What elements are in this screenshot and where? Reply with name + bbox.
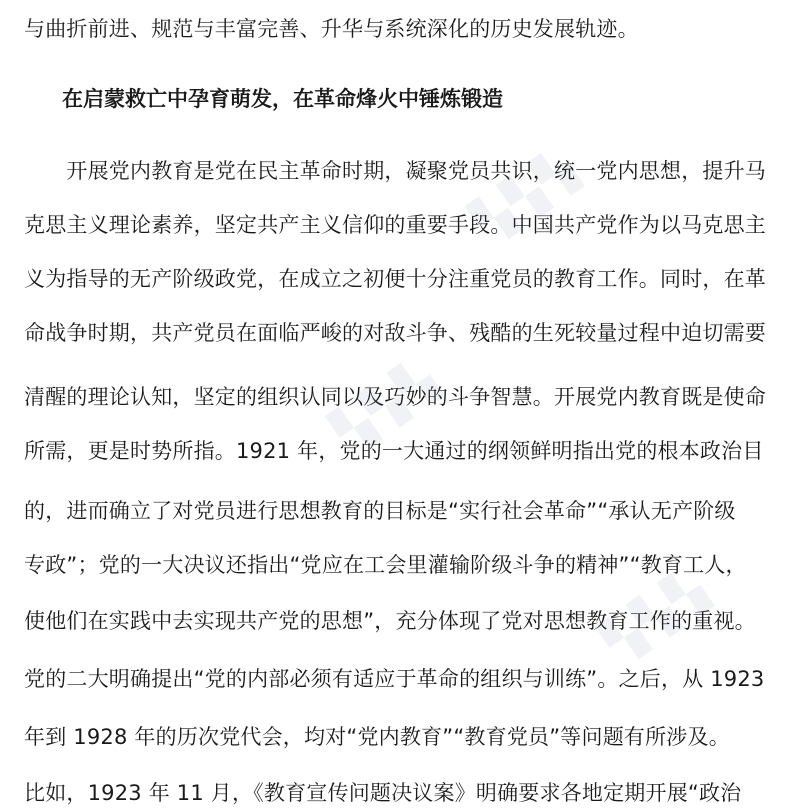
paragraph-line: 比如，1923 年 11 月，《教育宣传问题决议案》明确要求各地定期开展“政治 <box>24 781 742 805</box>
section-heading: 在启蒙救亡中孕育萌发，在革命烽火中锤炼锻造 <box>62 87 503 111</box>
paragraph-line: 义为指导的无产阶级政党，在成立之初便十分注重党员的教育工作。同时，在革 <box>24 267 766 291</box>
paragraph-line: 所需，更是时势所指。1921 年，党的一大通过的纲领鲜明指出党的根本政治目 <box>24 439 764 463</box>
paragraph-line: 命战争时期，共产党员在面临严峻的对敌斗争、残酷的生死较量过程中迫切需要 <box>24 321 766 345</box>
paragraph-line: 开展党内教育是党在民主革命时期，凝聚党员共识，统一党内思想，提升马 <box>24 159 766 183</box>
paragraph-line: 使他们在实践中去实现共产党的思想”，充分体现了党对思想教育工作的重视。 <box>24 609 756 633</box>
paragraph-line: 的，进而确立了对党员进行思想教育的目标是“实行社会革命”“承认无产阶级 <box>24 499 736 523</box>
paragraph-line: 党的二大明确提出“党的内部必须有适应于革命的组织与训练”。之后，从 1923 <box>24 667 765 691</box>
paragraph-line: 专政”；党的一大决议还指出“党应在工会里灌输阶级斗争的精神”“教育工人， <box>24 553 747 577</box>
watermark-mark: ▚▚▚ <box>325 352 448 459</box>
text-line-intro: 与曲折前进、规范与丰富完善、升华与系统深化的历史发展轨迹。 <box>24 17 639 41</box>
watermark-mark: ▚▚▚ <box>595 562 718 669</box>
paragraph-line: 克思主义理论素养，坚定共产主义信仰的重要手段。中国共产党作为以马克思主 <box>24 213 766 237</box>
watermark-mark: ▚▚▚ <box>465 142 588 249</box>
paragraph-line: 年到 1928 年的历次党代会，均对“党内教育”“教育党员”等问题有所涉及。 <box>24 725 730 749</box>
paragraph-line: 清醒的理论认知，坚定的组织认同以及巧妙的斗争智慧。开展党内教育既是使命 <box>24 385 766 409</box>
